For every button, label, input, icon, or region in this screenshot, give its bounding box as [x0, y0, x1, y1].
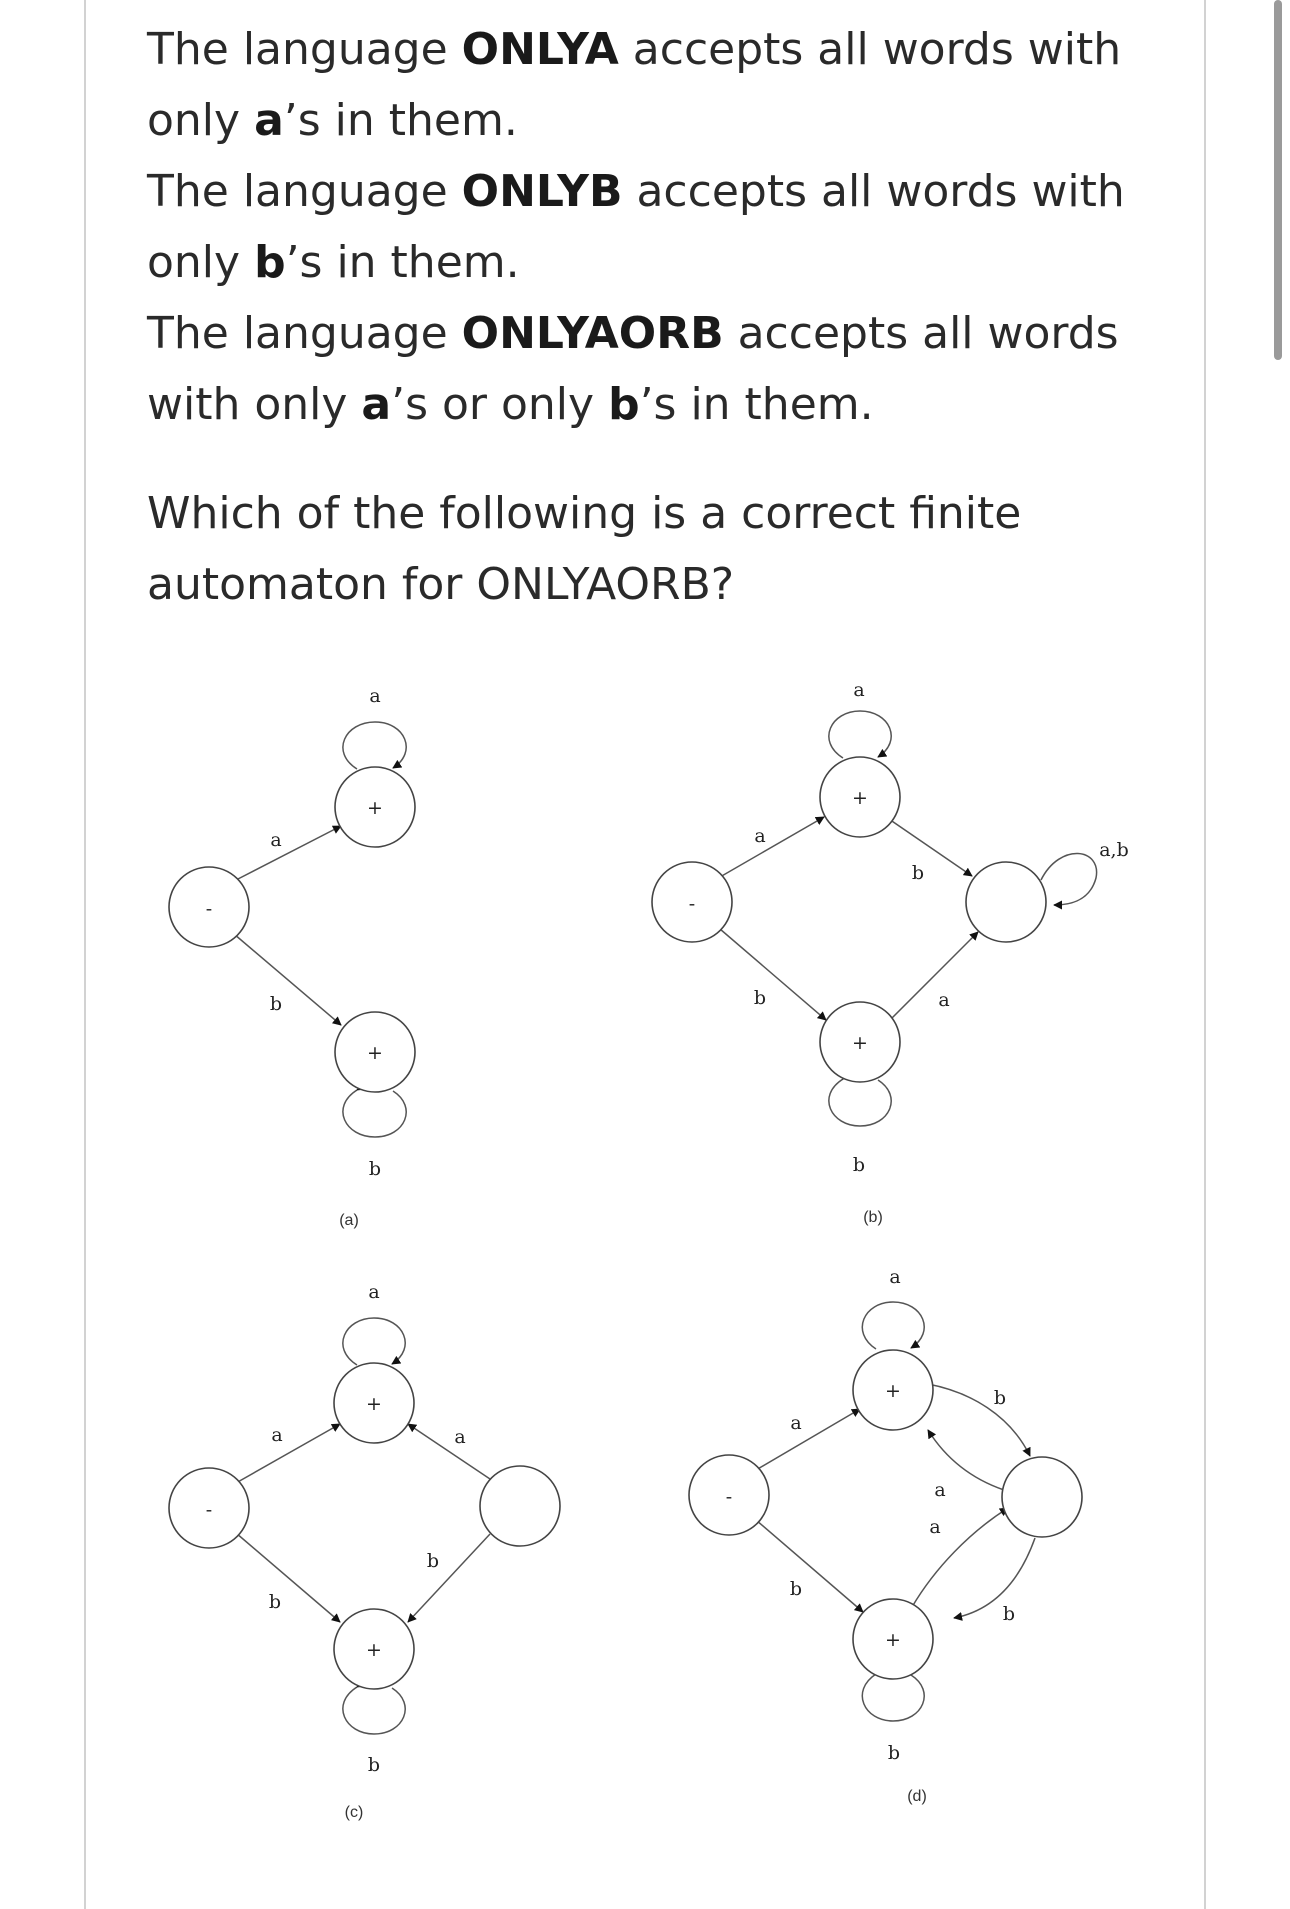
text-span: accepts all words with only	[147, 24, 1122, 146]
accept-state-label: +	[885, 1629, 901, 1651]
start-state-label: -	[205, 898, 213, 920]
edge-label: b	[368, 1158, 382, 1180]
text-span: The language	[147, 166, 462, 217]
text-span: ’s in them.	[283, 95, 518, 146]
edge-label: a	[853, 679, 865, 701]
edge-start-to-b	[720, 929, 826, 1020]
edge-start-to-a	[756, 1409, 860, 1470]
edge-label: a	[934, 1479, 946, 1501]
accept-state-label: +	[367, 797, 383, 819]
loop-b	[343, 1687, 405, 1734]
symbol: b	[254, 237, 286, 288]
loop-b	[829, 1079, 891, 1126]
edge-label: b	[367, 1754, 381, 1776]
text-span: accepts all words with only	[147, 308, 1119, 430]
edge-b-to-trap	[886, 932, 978, 1024]
edge-trap-to-b	[408, 1534, 490, 1622]
edge-start-to-b	[234, 934, 341, 1025]
edge-label: b	[993, 1387, 1007, 1409]
edge-label: b	[911, 862, 925, 884]
accept-state-label: +	[852, 1032, 868, 1054]
loop-trap	[1041, 853, 1097, 905]
option-a-diagram[interactable]	[169, 685, 415, 1229]
option-d-diagram[interactable]	[689, 1266, 1082, 1805]
option-d-caption: (d)	[907, 1788, 927, 1805]
loop-a	[862, 1302, 924, 1349]
text-span: Which of the following is a correct finite automaton for	[147, 488, 1022, 610]
state-trap	[1002, 1457, 1082, 1537]
option-c-caption: (c)	[344, 1804, 364, 1821]
text-span: accepts all words with only	[147, 166, 1125, 288]
edge-label: a	[454, 1426, 466, 1448]
edge-label: b	[268, 1591, 282, 1613]
state-trap	[966, 862, 1046, 942]
edge-label: a	[929, 1516, 941, 1538]
edge-label: a,b	[1099, 839, 1129, 861]
text-span: ’s in them.	[285, 237, 520, 288]
loop-a	[343, 1318, 405, 1365]
edge-label: b	[852, 1154, 866, 1176]
edge-trap-to-b	[954, 1538, 1035, 1618]
accept-state-label: +	[366, 1393, 382, 1415]
start-state-label: -	[205, 1499, 213, 1521]
accept-state-label: +	[367, 1042, 383, 1064]
edge-start-to-a	[720, 817, 824, 877]
edge-trap-to-a	[408, 1424, 490, 1479]
edge-label: a	[889, 1266, 901, 1288]
accept-state-label: +	[852, 787, 868, 809]
edge-label: a	[369, 685, 381, 707]
option-b-diagram[interactable]	[652, 679, 1129, 1226]
option-b-caption: (b)	[863, 1209, 883, 1226]
edge-start-to-b	[756, 1520, 863, 1612]
text-span: ?	[710, 559, 735, 610]
accept-state-label: +	[366, 1639, 382, 1661]
option-c-diagram[interactable]	[169, 1281, 560, 1821]
edge-label: b	[887, 1742, 901, 1764]
text-span: The language	[147, 308, 462, 359]
edge-label: b	[753, 987, 767, 1009]
loop-b	[343, 1090, 406, 1137]
text-span: The language	[147, 24, 462, 75]
loop-a	[343, 722, 406, 769]
edge-label: a	[368, 1281, 380, 1303]
edge-start-to-b	[236, 1533, 340, 1622]
symbol: a	[361, 379, 392, 430]
edge-label: a	[938, 989, 950, 1011]
edge-b-to-trap	[912, 1508, 1008, 1607]
edge-label: a	[754, 825, 766, 847]
edge-label: b	[1002, 1603, 1016, 1625]
symbol: b	[608, 379, 640, 430]
edge-a-to-trap	[886, 817, 972, 876]
language-name: ONLYB	[461, 166, 623, 217]
state-trap	[480, 1466, 560, 1546]
edge-label: b	[789, 1578, 803, 1600]
loop-a	[829, 711, 891, 758]
loop-b	[862, 1674, 924, 1721]
accept-state-label: +	[885, 1380, 901, 1402]
language-name: ONLYAORB	[461, 308, 724, 359]
text-span: ’s or only	[391, 379, 609, 430]
language-name: ONLYA	[461, 24, 619, 75]
edge-label: b	[269, 993, 283, 1015]
option-a-caption: (a)	[339, 1212, 359, 1229]
edge-label: a	[270, 829, 282, 851]
edge-label: b	[426, 1550, 440, 1572]
edge-start-to-a	[236, 826, 341, 880]
text-span: ’s in them.	[639, 379, 874, 430]
edge-label: a	[271, 1424, 283, 1446]
start-state-label: -	[725, 1486, 733, 1508]
edge-a-to-trap	[928, 1384, 1030, 1456]
edge-start-to-a	[236, 1424, 340, 1483]
start-state-label: -	[688, 893, 696, 915]
language-name: ONLYAORB	[476, 559, 711, 610]
symbol: a	[254, 95, 284, 146]
edge-label: a	[790, 1412, 802, 1434]
